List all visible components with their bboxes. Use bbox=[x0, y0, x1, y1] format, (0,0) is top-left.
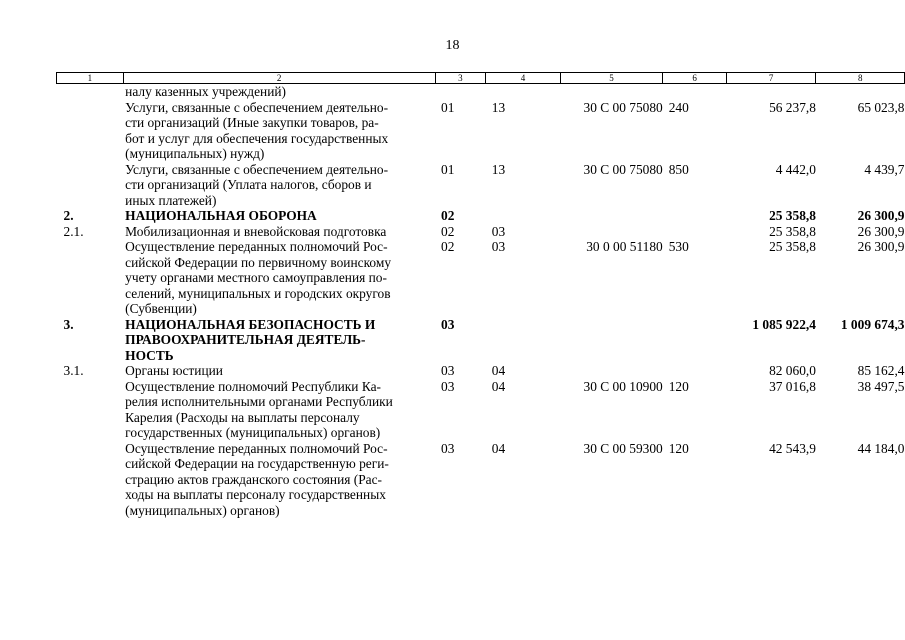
row-subsection-code: 04 bbox=[491, 440, 506, 456]
header-col-5: 5 bbox=[560, 73, 662, 84]
table-body bbox=[57, 84, 905, 519]
row-section-code: 02 bbox=[441, 239, 455, 254]
row-expense-type bbox=[663, 208, 727, 224]
row-subsection-code: 03 bbox=[491, 223, 506, 239]
row-amount-1: 42 543,9 bbox=[769, 440, 816, 456]
table-row bbox=[57, 100, 905, 162]
row-number: 2.1. bbox=[63, 223, 84, 239]
row-name: Услуги, связанные с обеспечением деятельно- сти организаций (Иные закупки товаров, ра- бот и услуг для обеспечения государственных (муниципальных) нужд) bbox=[125, 99, 389, 161]
row-number: 3. bbox=[63, 316, 74, 332]
row-expense-type bbox=[663, 317, 727, 364]
header-col-2: 2 bbox=[123, 73, 435, 84]
row-amount-1: 4 442,0 bbox=[775, 161, 816, 177]
row-name: НАЦИОНАЛЬНАЯ БЕЗОПАСНОСТЬ И ПРАВООХРАНИТЕЛЬНАЯ ДЕЯТЕЛЬ- НОСТЬ bbox=[125, 316, 376, 363]
header-col-7: 7 bbox=[726, 73, 816, 84]
row-amount-1: 37 016,8 bbox=[769, 378, 816, 394]
table-header bbox=[57, 73, 905, 84]
row-name: Мобилизационная и вневойсковая подготовка bbox=[125, 223, 387, 239]
row-section-code: 03 bbox=[441, 316, 455, 332]
row-expense-type: 240 bbox=[668, 99, 689, 115]
row-number bbox=[57, 379, 124, 441]
table-row bbox=[57, 84, 905, 100]
row-target-code bbox=[560, 317, 662, 364]
table-row bbox=[57, 317, 905, 364]
row-amount-2: 26 300,9 bbox=[857, 208, 905, 223]
row-amount-2: 85 162,4 bbox=[857, 363, 905, 378]
row-amount-2: 4 439,7 bbox=[864, 161, 905, 177]
page-number: 18 bbox=[445, 38, 460, 53]
row-name: Органы юстиции bbox=[125, 363, 223, 378]
row-name: налу казенных учреждений) bbox=[125, 84, 287, 99]
header-col-3: 3 bbox=[435, 73, 486, 84]
row-expense-type: 120 bbox=[668, 378, 689, 394]
row-subsection-code: 13 bbox=[491, 161, 506, 177]
header-col-6: 6 bbox=[663, 73, 727, 84]
row-amount-2: 1 009 674,3 bbox=[840, 316, 905, 332]
row-amount-1: 82 060,0 bbox=[769, 363, 816, 378]
row-subsection-code: 04 bbox=[491, 378, 506, 394]
row-expense-type: 120 bbox=[668, 440, 689, 456]
header-row bbox=[57, 73, 905, 84]
row-section-code: 03 bbox=[441, 440, 455, 456]
row-target-code bbox=[560, 84, 662, 100]
row-subsection-code bbox=[486, 84, 561, 100]
row-expense-type bbox=[663, 84, 727, 100]
row-section-code bbox=[435, 84, 486, 100]
row-subsection-code: 03 bbox=[491, 239, 506, 254]
row-expense-type: 850 bbox=[668, 161, 689, 177]
row-section-code: 02 bbox=[441, 223, 455, 239]
row-amount-2: 65 023,8 bbox=[857, 99, 905, 115]
row-section-code: 03 bbox=[441, 378, 455, 394]
row-subsection-code bbox=[486, 317, 561, 364]
row-number bbox=[57, 162, 124, 209]
table-row bbox=[57, 441, 905, 519]
row-amount-1: 1 085 922,4 bbox=[752, 316, 816, 332]
header-col-4: 4 bbox=[486, 73, 561, 84]
row-target-code: 30 С 00 75080 bbox=[583, 161, 663, 177]
table-row bbox=[57, 162, 905, 209]
row-name: Осуществление полномочий Республики Ка- релия исполнительными органами Республики Карелия (Расходы на выплаты персоналу государственных (муниципальных) органов) bbox=[125, 378, 393, 440]
row-number bbox=[57, 441, 124, 519]
row-number bbox=[57, 100, 124, 162]
row-amount-1: 25 358,8 bbox=[769, 223, 816, 239]
row-name: Услуги, связанные с обеспечением деятельно- сти организаций (Уплата налогов, сборов и иных платежей) bbox=[125, 161, 389, 208]
row-name: НАЦИОНАЛЬНАЯ ОБОРОНА bbox=[125, 208, 317, 223]
row-target-code: 30 С 00 59300 bbox=[583, 440, 663, 456]
table-row bbox=[57, 224, 905, 240]
row-amount-1 bbox=[726, 84, 816, 100]
row-amount-2 bbox=[816, 84, 905, 100]
row-number bbox=[57, 239, 124, 317]
table-row bbox=[57, 363, 905, 379]
row-amount-2: 38 497,5 bbox=[857, 378, 905, 394]
row-section-code: 02 bbox=[441, 208, 455, 223]
row-target-code bbox=[560, 363, 662, 379]
row-amount-2: 26 300,9 bbox=[857, 239, 905, 254]
table-row bbox=[57, 379, 905, 441]
row-expense-type: 530 bbox=[668, 239, 689, 254]
row-amount-2: 26 300,9 bbox=[857, 223, 905, 239]
row-name: Осуществление переданных полномочий Рос- сийской Федерации по первичному воинскому учету органами местного самоуправления по- селений, муниципальных и городских округов (Субвенции) bbox=[125, 239, 392, 316]
table-row bbox=[57, 208, 905, 224]
row-target-code: 30 С 00 75080 bbox=[583, 99, 663, 115]
row-subsection-code bbox=[486, 208, 561, 224]
header-col-8: 8 bbox=[816, 73, 905, 84]
row-section-code: 03 bbox=[441, 363, 455, 378]
row-expense-type bbox=[663, 224, 727, 240]
header-col-1: 1 bbox=[57, 73, 124, 84]
row-subsection-code: 04 bbox=[491, 363, 506, 378]
row-target-code: 30 0 00 51180 bbox=[586, 239, 663, 254]
row-section-code: 01 bbox=[441, 99, 455, 115]
budget-table bbox=[56, 72, 905, 518]
row-number bbox=[57, 84, 124, 100]
row-number: 2. bbox=[63, 208, 74, 223]
row-amount-1: 25 358,8 bbox=[769, 208, 816, 223]
row-target-code: 30 С 00 10900 bbox=[583, 378, 663, 394]
table-row bbox=[57, 239, 905, 317]
row-number: 3.1. bbox=[63, 363, 84, 378]
row-section-code: 01 bbox=[441, 161, 455, 177]
row-target-code bbox=[560, 208, 662, 224]
row-amount-2: 44 184,0 bbox=[857, 440, 905, 456]
row-subsection-code: 13 bbox=[491, 99, 506, 115]
row-amount-1: 25 358,8 bbox=[769, 239, 816, 254]
row-target-code bbox=[560, 224, 662, 240]
row-expense-type bbox=[663, 363, 727, 379]
row-amount-1: 56 237,8 bbox=[769, 99, 816, 115]
row-name: Осуществление переданных полномочий Рос- сийской Федерации на государственную реги- страцию актов гражданского состояния (Рас- ходы на выплаты персоналу государственных (муниципальных) органов) bbox=[125, 440, 389, 518]
